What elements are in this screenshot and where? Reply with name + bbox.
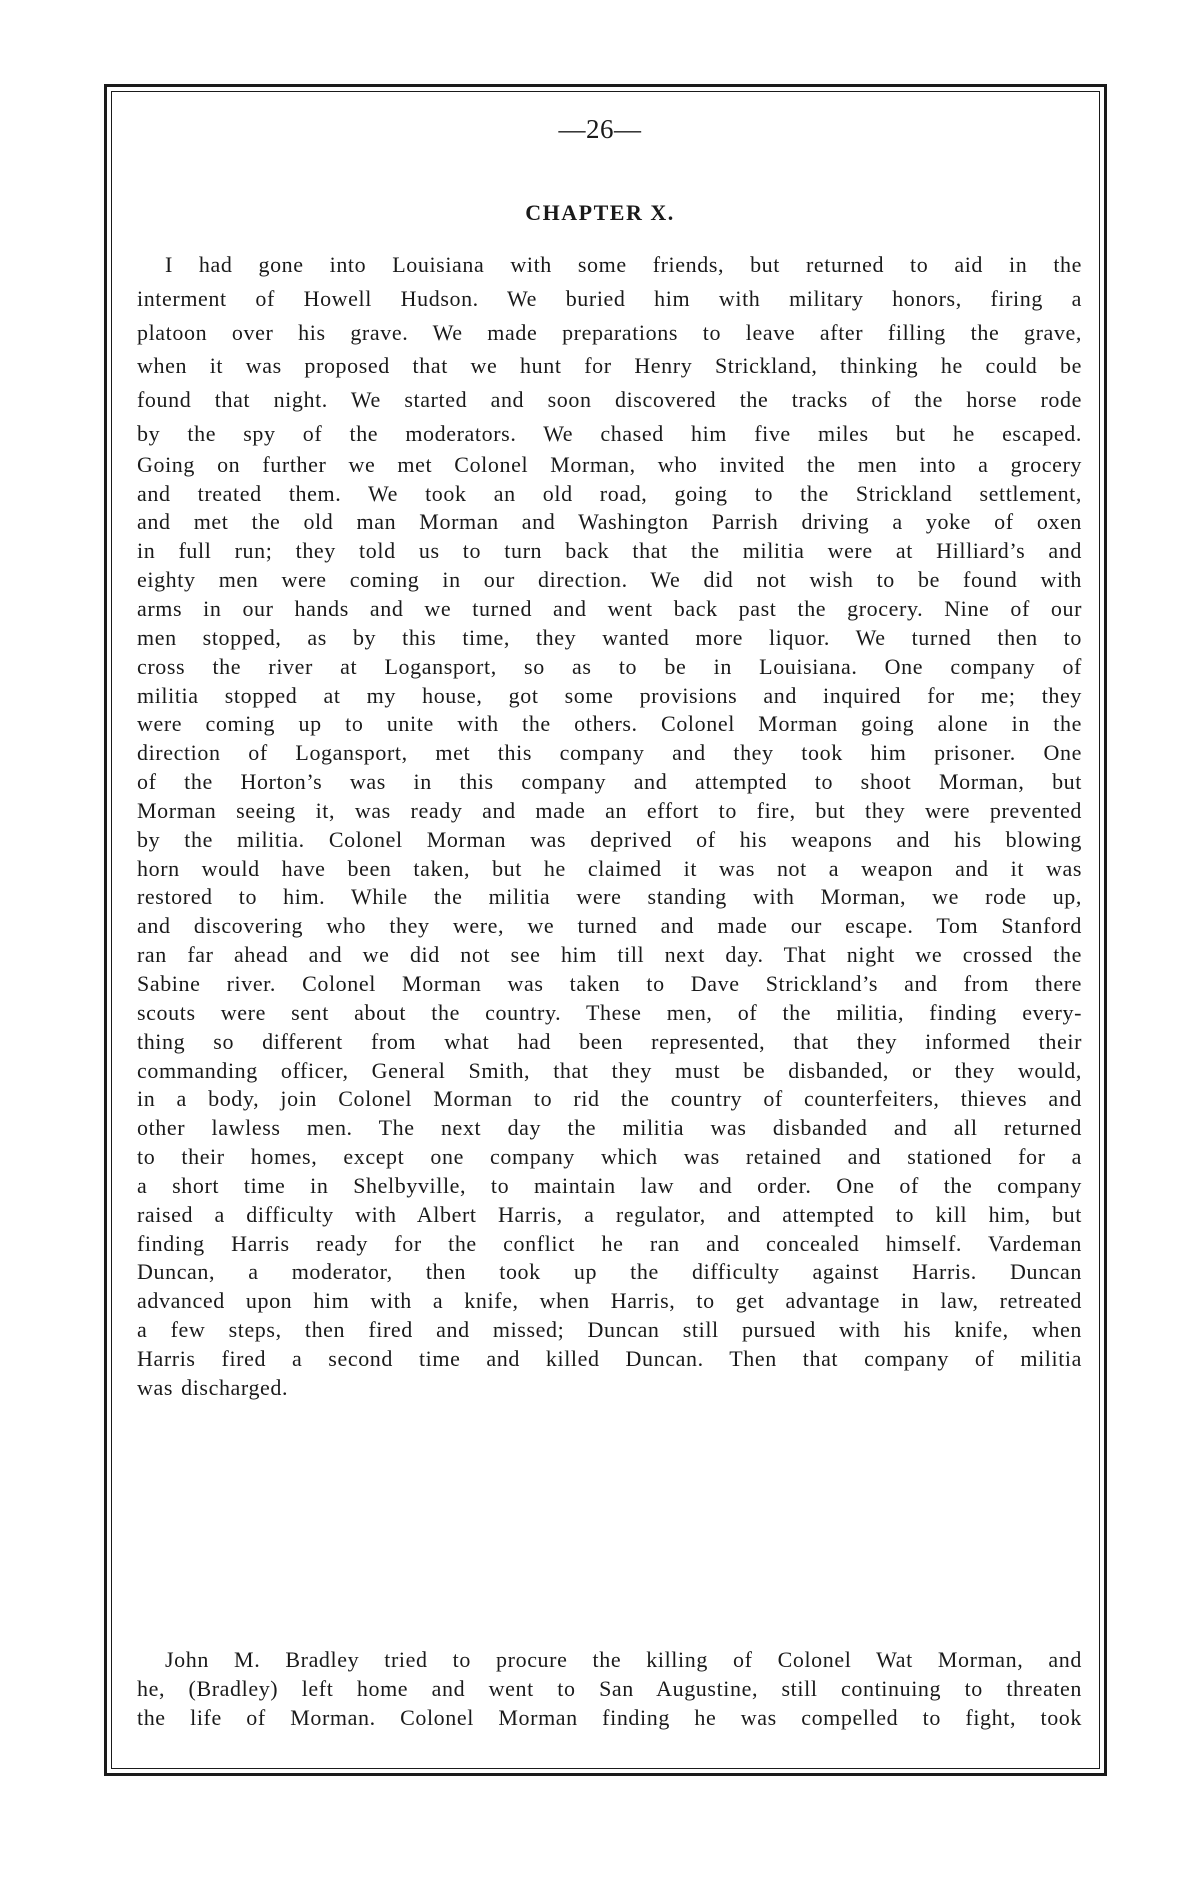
text-line: and treated them. We took an old road, going to the Strickland settlement, [137,480,1082,506]
text-line: I had gone into Louisiana with some friends, but returned to aid in the [165,252,1082,277]
text-line: Harris fired a second time and killed Duncan. Then that company of militia [137,1345,1082,1371]
text-line: the life of Morman. Colonel Morman finding he was compelled to fight, took [137,1704,1082,1730]
text-line: Morman seeing it, was ready and made an effort to fire, but they were prevented [137,797,1082,823]
paragraph-1-opening [137,248,1082,451]
text-line: to their homes, except one company which was retained and stationed for a [137,1144,1082,1170]
text-line: in a body, join Colonel Morman to rid the country of counterfeiters, thieves and [137,1086,1082,1112]
text-line: by the militia. Colonel Morman was deprived of his weapons and his blowing [137,826,1082,852]
paragraph-2 [137,1646,1082,1732]
text-line: militia stopped at my house, got some provisions and inquired for me; they [137,682,1082,708]
text-line: arms in our hands and we turned and went back past the grocery. Nine of our [137,596,1082,621]
chapter-title: CHAPTER X. [525,200,675,225]
text-line: thing so different from what had been represented, that they informed their [137,1028,1082,1054]
text-line: men stopped, as by this time, they wanted more liquor. We turned then to [137,624,1082,650]
text-line: he, (Bradley) left home and went to San Augustine, still continuing to threaten [137,1675,1082,1701]
text-line: found that night. We started and soon discovered the tracks of the horse rode [137,387,1082,413]
text-line: by the spy of the moderators. We chased him five miles but he escaped. [137,420,1082,446]
text-line: and discovering who they were, we turned and made our escape. Tom Stanford [137,913,1082,939]
text-line: a short time in Shelbyville, to maintain law and order. One of the company [137,1172,1082,1198]
text-line: ran far ahead and we did not see him till next day. That night we crossed the [137,942,1082,968]
paragraph-1-continuation [137,451,1082,1403]
text-line: Going on further we met Colonel Morman, who invited the men into a grocery [137,451,1082,477]
text-line: restored to him. While the militia were standing with Morman, we rode up, [137,884,1082,910]
text-line: when it was proposed that we hunt for Henry Strickland, thinking he could be [137,353,1082,379]
text-line: Sabine river. Colonel Morman was taken to Dave Strickland’s and from there [137,970,1082,996]
text-line: platoon over his grave. We made preparations to leave after filling the grave, [137,319,1082,345]
text-line: scouts were sent about the country. These men, of the militia, finding every- [137,999,1082,1025]
text-line: raised a difficulty with Albert Harris, a regulator, and attempted to kill him, but [137,1201,1082,1227]
page-number: —26— [558,114,642,144]
text-line: horn would have been taken, but he claimed it was not a weapon and it was [137,855,1082,881]
text-line: a few steps, then fired and missed; Duncan still pursued with his knife, when [137,1317,1082,1343]
text-line: finding Harris ready for the conflict he ran and concealed himself. Vardeman [137,1230,1082,1256]
text-line: eighty men were coming in our direction. We did not wish to be found with [137,567,1082,593]
text-line: and met the old man Morman and Washington Parrish driving a yoke of oxen [137,509,1082,535]
text-line: other lawless men. The next day the militia was disbanded and all returned [137,1115,1082,1141]
paragraph-1 [137,248,1082,1403]
text-line: was discharged. [137,1374,289,1400]
text-line: interment of Howell Hudson. We buried him with military honors, firing a [137,285,1082,311]
text-line: Duncan, a moderator, then took up the difficulty against Harris. Duncan [137,1259,1082,1285]
text-line: advanced upon him with a knife, when Harris, to get advantage in law, retreated [137,1288,1082,1314]
text-line: John M. Bradley tried to procure the killing of Colonel Wat Morman, and [165,1647,1082,1672]
text-line: of the Horton’s was in this company and attempted to shoot Morman, but [137,769,1082,795]
text-line: cross the river at Logansport, so as to be in Louisiana. One company of [137,653,1082,679]
text-line: direction of Logansport, met this company and they took him prisoner. One [137,740,1082,766]
text-line: were coming up to unite with the others. Colonel Morman going alone in the [137,711,1082,737]
text-line: commanding officer, General Smith, that they must be disbanded, or they would, [137,1057,1082,1083]
paragraph-2-lines [137,1646,1082,1732]
text-line: in full run; they told us to turn back that the militia were at Hilliard’s and [137,538,1082,564]
